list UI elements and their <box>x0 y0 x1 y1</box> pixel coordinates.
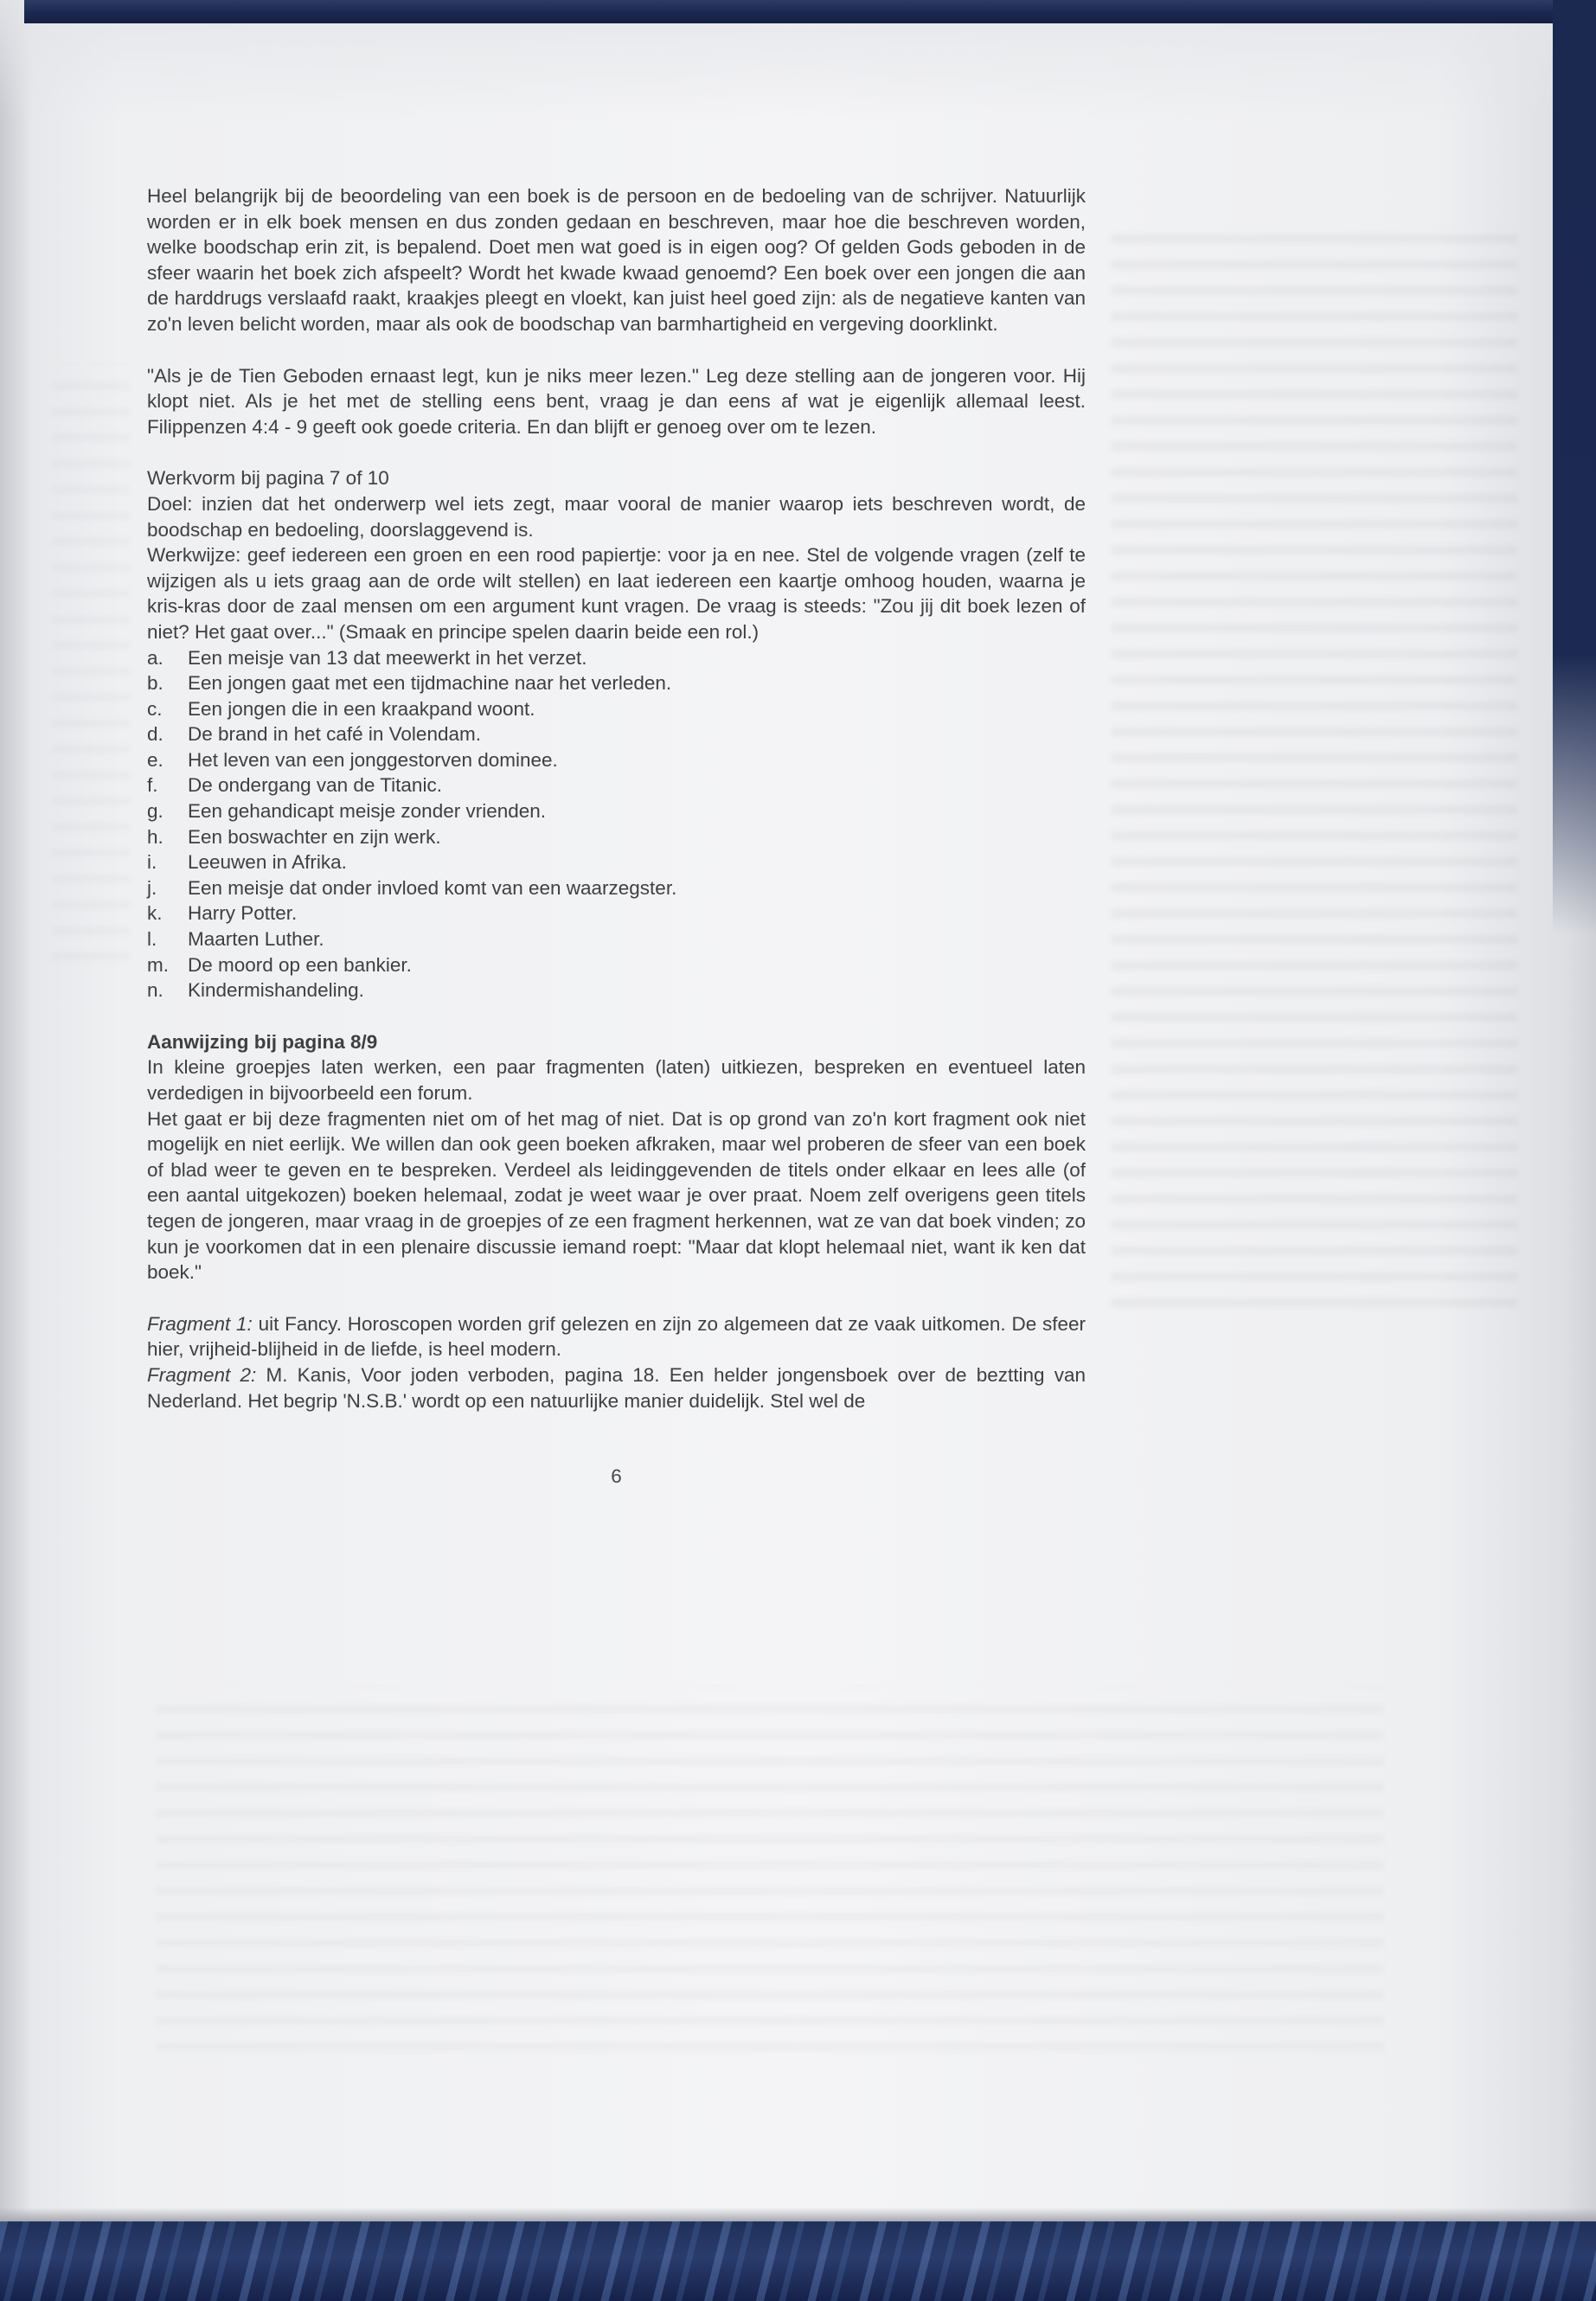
list-item-text: Harry Potter. <box>188 902 298 925</box>
list-item-letter: i. <box>147 851 157 874</box>
page-bottom-shadow <box>0 2208 1596 2221</box>
fragment-1-text: uit Fancy. Horoscopen worden grif gelezen en zijn zo algemeen dat ze vaak uitkomen. De sfeer hier, vrijheid-blijheid in de liefde, is heel modern. <box>147 1312 1086 1361</box>
paragraph-intro: Heel belangrijk bij de beoordeling van een boek is de persoon en de bedoeling van de schrijver. Natuurlijk worden er in elk boek mensen en dus zonden gedaan en beschreven, maar hoe die beschreven worden, welke boodschap erin zit, is bepalend. Doet men wat goed is in eigen oog? Of gelden Gods geboden in de sfeer waarin het boek zich afspeelt? Wordt het kwade kwaad genoemd? Een boek over een jongen die aan de harddrugs verslaafd raakt, kraakjes pleegt en vloekt, kan juist heel goed zijn: als de negatieve kanten van zo'n leven belicht worden, maar als ook de boodschap van barmhartigheid en vergeving doorklinkt. <box>147 185 1086 335</box>
aanwijzing-paragraph-1: In kleine groepjes laten werken, een paar fragmenten (laten) uitkiezen, bespreken en eventueel laten verdedigen in bijvoorbeeld een forum. <box>147 1056 1086 1104</box>
list-item <box>147 977 1086 1003</box>
list-item-text: Het leven van een jonggestorven dominee. <box>188 748 558 771</box>
list-item-text: Leeuwen in Afrika. <box>188 851 347 874</box>
list-item-letter: c. <box>147 697 163 720</box>
scan-top-edge <box>24 0 1596 23</box>
list-item-text: De ondergang van de Titanic. <box>188 774 442 797</box>
list-item <box>147 952 1086 978</box>
aanwijzing-title: Aanwijzing bij pagina 8/9 <box>147 1030 378 1053</box>
werkvorm-doel: Doel: inzien dat het onderwerp wel iets zegt, maar vooral de manier waarop iets beschreven wordt, de boodschap en bedoeling, doorslaggevend is. <box>147 492 1086 541</box>
list-item-text: Een boswachter en zijn werk. <box>188 825 441 848</box>
fragment-1 <box>147 1311 1086 1362</box>
fragment-2-label: Fragment 2: <box>147 1363 257 1386</box>
page-number: 6 <box>611 1465 622 1488</box>
list-item-letter: l. <box>147 928 157 951</box>
werkvorm-werkwijze: Werkwijze: geef iedereen een groen en een rood papiertje: voor ja en nee. Stel de volgende vragen (zelf te wijzigen als u iets graag aan de orde wilt stellen) en laat iedereen een kaartje omhoog houden, waarna je kris-kras door de zaal mensen om een argument kunt vragen. De vraag is steeds: "Zou jij dit boek lezen of niet? Het gaat over..." (Smaak en principe spelen daarin beide een rol.) <box>147 544 1086 643</box>
fragment-1-label: Fragment 1: <box>147 1312 253 1335</box>
list-item <box>147 772 1086 798</box>
aanwijzing-paragraph-2: Het gaat er bij deze fragmenten niet om of het mag of niet. Dat is op grond van zo'n kort fragment ook niet mogelijk en niet eerlijk. We willen dan ook geen boeken afkraken, maar wel proberen de sfeer van een boek of blad weer te geven en te bespreken. Verdeel als leidinggevenden de titels onder elkaar en lees alle (of een aantal uitgekozen) boeken helemaal, zodat je weet waar je over praat. Noem zelf overigens geen titels tegen de jongeren, maar vraag in de groepjes of ze een fragment herkennen, wat ze van dat boek vinden; zo kun je voorkomen dat in een plenaire discussie iemand roept: "Maar dat klopt helemaal niet, want ik ken dat boek." <box>147 1107 1086 1284</box>
list-item <box>147 670 1086 696</box>
fragment-2 <box>147 1362 1086 1413</box>
list-item <box>147 645 1086 671</box>
page-content <box>147 183 1086 1490</box>
list-item <box>147 849 1086 875</box>
list-item-text: Kindermishandeling. <box>188 979 364 1002</box>
list-item-letter: f. <box>147 774 158 797</box>
list-item-letter: g. <box>147 800 163 823</box>
list-item-text: Een meisje dat onder invloed komt van een waarzegster. <box>188 876 677 899</box>
list-item-text: Een jongen die in een kraakpand woont. <box>188 697 535 720</box>
list-item-letter: e. <box>147 748 163 771</box>
list-item-letter: n. <box>147 979 163 1002</box>
list-item <box>147 875 1086 901</box>
list-item-letter: m. <box>147 953 169 976</box>
list-item-letter: k. <box>147 902 163 925</box>
list-item <box>147 696 1086 722</box>
list-item-letter: b. <box>147 672 163 695</box>
list-item <box>147 798 1086 824</box>
book-topic-list <box>147 645 1086 1003</box>
list-item-letter: j. <box>147 876 157 899</box>
list-item-letter: a. <box>147 646 163 669</box>
list-item <box>147 721 1086 747</box>
scan-bottom-binding-edge <box>0 2221 1596 2301</box>
list-item <box>147 747 1086 773</box>
list-item-text: Maarten Luther. <box>188 928 324 951</box>
list-item-text: De brand in het café in Volendam. <box>188 723 481 746</box>
list-item-text: Een jongen gaat met een tijdmachine naar het verleden. <box>188 672 672 695</box>
scan-right-edge <box>1553 0 1596 934</box>
list-item-letter: d. <box>147 723 163 746</box>
list-item-text: De moord op een bankier. <box>188 953 412 976</box>
list-item-letter: h. <box>147 825 163 848</box>
fragment-2-text: M. Kanis, Voor joden verboden, pagina 18. Een helder jongensboek over de beztting van Nederland. Het begrip 'N.S.B.' wordt op een natuurlijke manier duidelijk. Stel wel de <box>147 1363 1086 1412</box>
list-item <box>147 926 1086 952</box>
werkvorm-title: Werkvorm bij pagina 7 of 10 <box>147 467 389 490</box>
list-item <box>147 824 1086 850</box>
bleed-through-left <box>52 363 130 969</box>
list-item-text: Een gehandicapt meisje zonder vrienden. <box>188 800 547 823</box>
bleed-through-right <box>1112 225 1518 1315</box>
bleed-through-bottom <box>156 1687 1384 2059</box>
paragraph-stelling: "Als je de Tien Geboden ernaast legt, kun je niks meer lezen." Leg deze stelling aan de jongeren voor. Hij klopt niet. Als je het met de stelling eens bent, vraag je dan eens af wat je eigenlijk allemaal leest. Filippenzen 4:4 - 9 geeft ook goede criteria. En dan blijft er genoeg over om te lezen. <box>147 364 1086 438</box>
list-item-text: Een meisje van 13 dat meewerkt in het verzet. <box>188 646 587 669</box>
list-item <box>147 901 1086 926</box>
